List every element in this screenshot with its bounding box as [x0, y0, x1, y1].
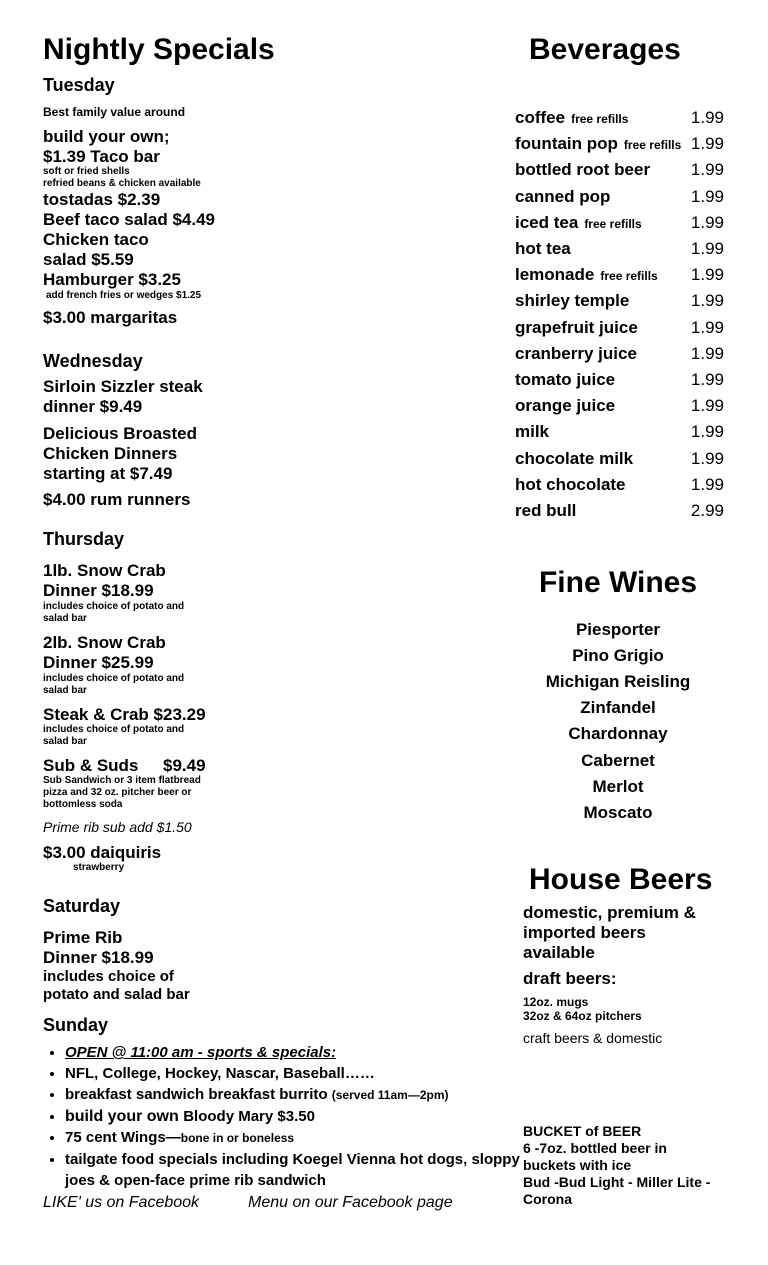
- beverage-name: orange juice: [515, 396, 616, 416]
- thursday-line: Dinner $25.99: [43, 653, 154, 672]
- house-beers-title: House Beers: [529, 863, 713, 896]
- tuesday-line: $1.39 Taco bar: [43, 147, 160, 166]
- beverages-title: Beverages: [529, 33, 681, 66]
- thursday-note: bottomless soda: [43, 799, 123, 810]
- beverage-price: 1.99: [690, 343, 724, 363]
- wednesday-line: Delicious Broasted: [43, 424, 197, 443]
- list-item: [65, 1127, 525, 1149]
- thursday-note: salad bar: [43, 613, 87, 624]
- thursday-note: includes choice of potato and: [43, 601, 185, 612]
- thursday-note: Sub Sandwich or 3 item flatbread: [43, 775, 201, 786]
- beverage-price: 1.99: [690, 317, 724, 337]
- thursday-price: $9.49: [163, 756, 206, 775]
- facebook-like-link[interactable]: LIKE' us on Facebook: [43, 1194, 200, 1211]
- wine-item: Moscato: [583, 802, 653, 822]
- beverage-row: [515, 422, 730, 448]
- thursday-line: 1lb. Snow Crab: [43, 561, 166, 580]
- saturday-heading: Saturday: [43, 896, 121, 916]
- beverage-row: [515, 396, 730, 422]
- beverage-price: 1.99: [690, 448, 724, 468]
- tuesday-line: build your own;: [43, 127, 170, 146]
- beverage-price: 1.99: [690, 134, 724, 154]
- sunday-bloody-mary: build your own: [65, 1108, 179, 1125]
- beverage-price: 1.99: [690, 160, 724, 180]
- sunday-bloody-mary-price: Bloody Mary $3.50: [183, 1108, 315, 1125]
- beverage-row: [515, 134, 730, 160]
- wine-item: Merlot: [592, 776, 644, 796]
- thursday-line: Sub & Suds: [43, 756, 139, 775]
- tuesday-line: Chicken taco: [43, 230, 149, 249]
- tuesday-line: tostadas $2.39: [43, 190, 161, 209]
- beverage-price: 1.99: [690, 212, 724, 232]
- beverage-row: [515, 291, 730, 317]
- sunday-sports: NFL, College, Hockey, Nascar, Baseball……: [65, 1065, 375, 1082]
- beverage-name: hot chocolate: [515, 474, 626, 494]
- beverage-name: milk: [515, 422, 550, 442]
- thursday-note: pizza and 32 oz. pitcher beer or: [43, 787, 192, 798]
- tuesday-line: Beef taco salad $4.49: [43, 210, 215, 229]
- sunday-heading: Sunday: [43, 1015, 109, 1035]
- list-item: [65, 1042, 525, 1063]
- craft-beers: craft beers & domestic: [523, 1030, 663, 1046]
- sunday-wings-note: bone in or boneless: [180, 1131, 295, 1145]
- beverage-name: tomato juice: [515, 370, 616, 389]
- beverage-price: 1.99: [690, 422, 724, 442]
- thursday-heading: Thursday: [43, 529, 125, 549]
- beverage-price: 1.99: [690, 108, 724, 127]
- beverage-row: [515, 265, 730, 291]
- thursday-line: $3.00 daiquiris: [43, 843, 162, 862]
- bucket-line: Bud -Bud Light - Miller Lite -: [523, 1174, 711, 1190]
- beverage-row: [515, 239, 730, 265]
- beverage-name: fountain pop: [515, 134, 618, 154]
- beverage-row: [515, 475, 730, 501]
- fine-wines-title: Fine Wines: [538, 566, 698, 599]
- beverage-name: grapefruit juice: [515, 317, 638, 337]
- thursday-line: 2lb. Snow Crab: [43, 633, 166, 652]
- wednesday-line: Sirloin Sizzler steak: [43, 377, 203, 396]
- bucket-line: BUCKET of BEER: [523, 1123, 642, 1139]
- beverage-row: [515, 160, 730, 186]
- thursday-note: salad bar: [43, 685, 87, 696]
- thursday-note: salad bar: [43, 736, 87, 747]
- sunday-open: OPEN @ 11:00 am - sports & specials:: [65, 1044, 337, 1061]
- draft-line: 32oz & 64oz pitchers: [523, 1009, 642, 1023]
- beverage-name: canned pop: [515, 186, 611, 206]
- tuesday-heading: Tuesday: [43, 75, 115, 95]
- beverage-row: [515, 370, 730, 396]
- list-item: [65, 1106, 525, 1127]
- beverage-row: [515, 318, 730, 344]
- beverage-row: [515, 501, 730, 527]
- beverage-name: hot tea: [515, 239, 571, 258]
- beverage-price: 1.99: [690, 265, 724, 285]
- saturday-line: includes choice of: [43, 968, 174, 985]
- beverage-name: cranberry juice: [515, 343, 637, 363]
- beverage-price: 1.99: [690, 370, 724, 389]
- tuesday-line: Hamburger $3.25: [43, 270, 181, 289]
- sunday-tailgate: tailgate food specials including Koegel Vienna hot dogs, sloppy joes & open-face prime rib sandwich: [65, 1151, 520, 1189]
- beverage-row: [515, 449, 730, 475]
- beverage-name: shirley temple: [515, 291, 630, 311]
- beverage-name: bottled root beer: [515, 160, 651, 180]
- thursday-note: includes choice of potato and: [43, 673, 185, 684]
- beverage-row: [515, 108, 730, 134]
- thursday-note: Prime rib sub add $1.50: [43, 819, 192, 835]
- saturday-line: potato and salad bar: [43, 986, 190, 1003]
- beers-line: domestic, premium &: [523, 903, 696, 922]
- beverage-note: free refills: [600, 269, 658, 284]
- wine-item: Pino Grigio: [572, 646, 664, 666]
- wine-item: Chardonnay: [568, 724, 668, 744]
- beverage-row: [515, 344, 730, 370]
- sunday-wings: 75 cent Wings—: [65, 1129, 181, 1146]
- tuesday-tagline: Best family value around: [43, 105, 186, 119]
- saturday-line: Prime Rib: [43, 928, 123, 947]
- list-item: [65, 1063, 525, 1084]
- wine-item: Michigan Reisling: [545, 672, 691, 692]
- tuesday-line: $3.00 margaritas: [43, 308, 178, 327]
- beverage-name: iced tea: [515, 212, 579, 232]
- beverage-price: 2.99: [690, 501, 724, 520]
- list-item: [65, 1084, 525, 1106]
- thursday-note: includes choice of potato and: [43, 724, 185, 735]
- saturday-line: Dinner $18.99: [43, 948, 154, 967]
- wednesday-line: Chicken Dinners: [43, 444, 178, 463]
- beverage-name: red bull: [515, 501, 577, 520]
- thursday-note: strawberry: [73, 862, 125, 873]
- bucket-line: 6 -7oz. bottled beer in: [523, 1140, 667, 1156]
- beverage-price: 1.99: [690, 239, 724, 258]
- beverage-note: free refills: [623, 138, 682, 153]
- wine-item: Piesporter: [575, 620, 661, 639]
- beverage-note: free refills: [584, 216, 642, 231]
- wednesday-heading: Wednesday: [43, 351, 143, 371]
- tuesday-line: salad $5.59: [43, 250, 134, 269]
- draft-beers-heading: draft beers:: [523, 969, 617, 988]
- tuesday-note: soft or fried shells: [43, 166, 130, 177]
- beverage-name: lemonade: [515, 265, 595, 285]
- wednesday-line: starting at $7.49: [43, 464, 173, 483]
- sunday-breakfast: breakfast sandwich breakfast burrito: [65, 1086, 328, 1103]
- list-item: [65, 1149, 525, 1191]
- beverage-price: 1.99: [690, 186, 724, 206]
- tuesday-note: add french fries or wedges $1.25: [46, 290, 202, 301]
- nightly-specials-title: Nightly Specials: [43, 33, 275, 66]
- tuesday-note: refried beans & chicken available: [43, 178, 201, 189]
- beverage-name: coffee: [515, 108, 566, 127]
- wednesday-line: dinner $9.49: [43, 397, 143, 416]
- beverage-price: 1.99: [690, 291, 724, 311]
- sunday-breakfast-note: (served 11am—2pm): [331, 1088, 449, 1102]
- beverage-price: 1.99: [690, 474, 724, 494]
- beverage-note: free refills: [571, 112, 629, 126]
- bucket-line: Corona: [523, 1191, 572, 1207]
- beers-line: imported beers: [523, 923, 646, 942]
- wine-item: Zinfandel: [580, 698, 656, 718]
- beverage-name: chocolate milk: [515, 448, 634, 468]
- beers-line: available: [523, 943, 595, 962]
- bucket-line: buckets with ice: [523, 1157, 632, 1173]
- wednesday-line: $4.00 rum runners: [43, 490, 191, 509]
- sunday-list: [43, 1042, 525, 1191]
- wine-item: Cabernet: [581, 750, 655, 770]
- beverage-row: [515, 187, 730, 213]
- thursday-line: Dinner $18.99: [43, 581, 154, 600]
- facebook-menu-link[interactable]: Menu on our Facebook page: [248, 1194, 453, 1211]
- beverage-row: [515, 213, 730, 239]
- draft-line: 12oz. mugs: [523, 995, 589, 1009]
- beverage-price: 1.99: [690, 396, 724, 416]
- thursday-line: Steak & Crab $23.29: [43, 705, 206, 724]
